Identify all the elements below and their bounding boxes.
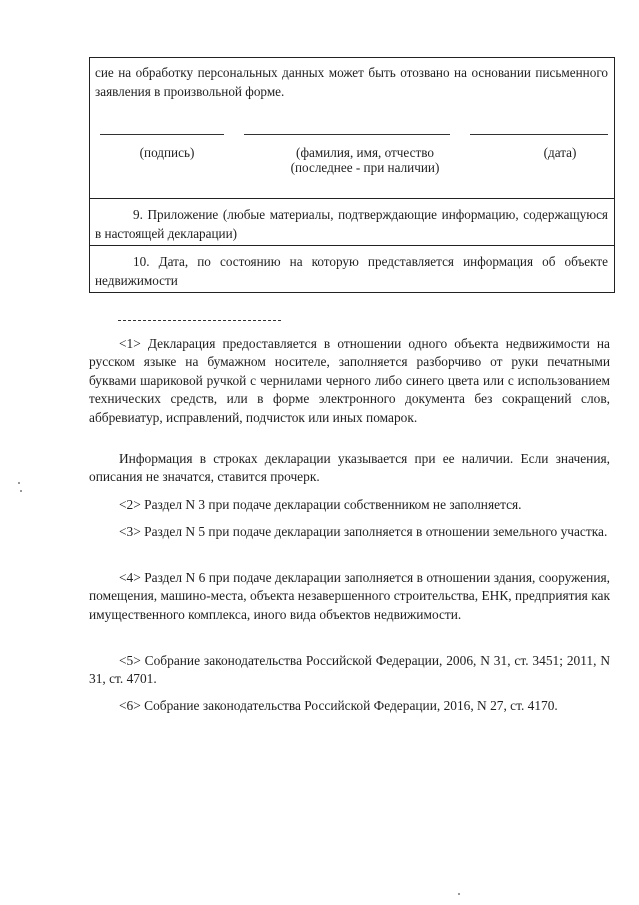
- scan-speck: [20, 490, 22, 492]
- footnote-separator: [118, 320, 281, 321]
- footnote-2: <2> Раздел N 3 при подаче декларации собственником не заполняется.: [119, 497, 522, 512]
- scan-speck: [18, 482, 20, 484]
- signature-line: [100, 134, 224, 135]
- signature-label: (подпись): [139, 145, 195, 160]
- footnote-4: <4> Раздел N 6 при подаче декларации заполняется в отношении здания, сооружения, помещения, машино-места, объекта незавершенного строительства, ЕНК, предприятия как имущественного комплекса, иного вида объектов недвижимости.: [89, 570, 610, 622]
- date-label: (дата): [543, 145, 577, 160]
- scan-speck: [458, 893, 460, 895]
- row-divider-10: [89, 245, 615, 246]
- table-bottom-border: [89, 292, 615, 293]
- footnote-6: <6> Собрание законодательства Российской Федерации, 2016, N 27, ст. 4170.: [119, 698, 558, 713]
- row-10-date: 10. Дата, по состоянию на которую представляется информация об объекте недвижимости: [95, 254, 608, 288]
- footnote-info: Информация в строках декларации указывается при ее наличии. Если значения, описания не значатся, ставится прочерк.: [89, 451, 610, 485]
- row-9-attachment: 9. Приложение (любые материалы, подтверждающие информацию, содержащуюся в настоящей декларации): [95, 207, 608, 241]
- footnote-1: <1> Декларация предоставляется в отношении одного объекта недвижимости на русском языке на бумажном носителе, заполняется разборчиво от руки печатными буквами шариковой ручкой с чернилами черного либо синего цвета или с использованием технических средств, или в форме электронного документа без сокращений слов, аббревиатур, исправлений, подчисток или иных помарок.: [89, 336, 610, 425]
- footnote-3: <3> Раздел N 5 при подаче декларации заполняется в отношении земельного участка.: [119, 524, 608, 539]
- date-line: [470, 134, 608, 135]
- row-divider-9: [89, 198, 615, 199]
- name-line: [244, 134, 450, 135]
- name-label: (фамилия, имя, отчество (последнее - при наличии): [290, 145, 440, 175]
- consent-text: сие на обработку персональных данных может быть отозвано на основании письменного заявления в произвольной форме.: [95, 65, 608, 99]
- table-top-border: [89, 57, 615, 58]
- footnote-5: <5> Собрание законодательства Российской Федерации, 2006, N 31, ст. 3451; 2011, N 31, ст. 4701.: [89, 653, 610, 687]
